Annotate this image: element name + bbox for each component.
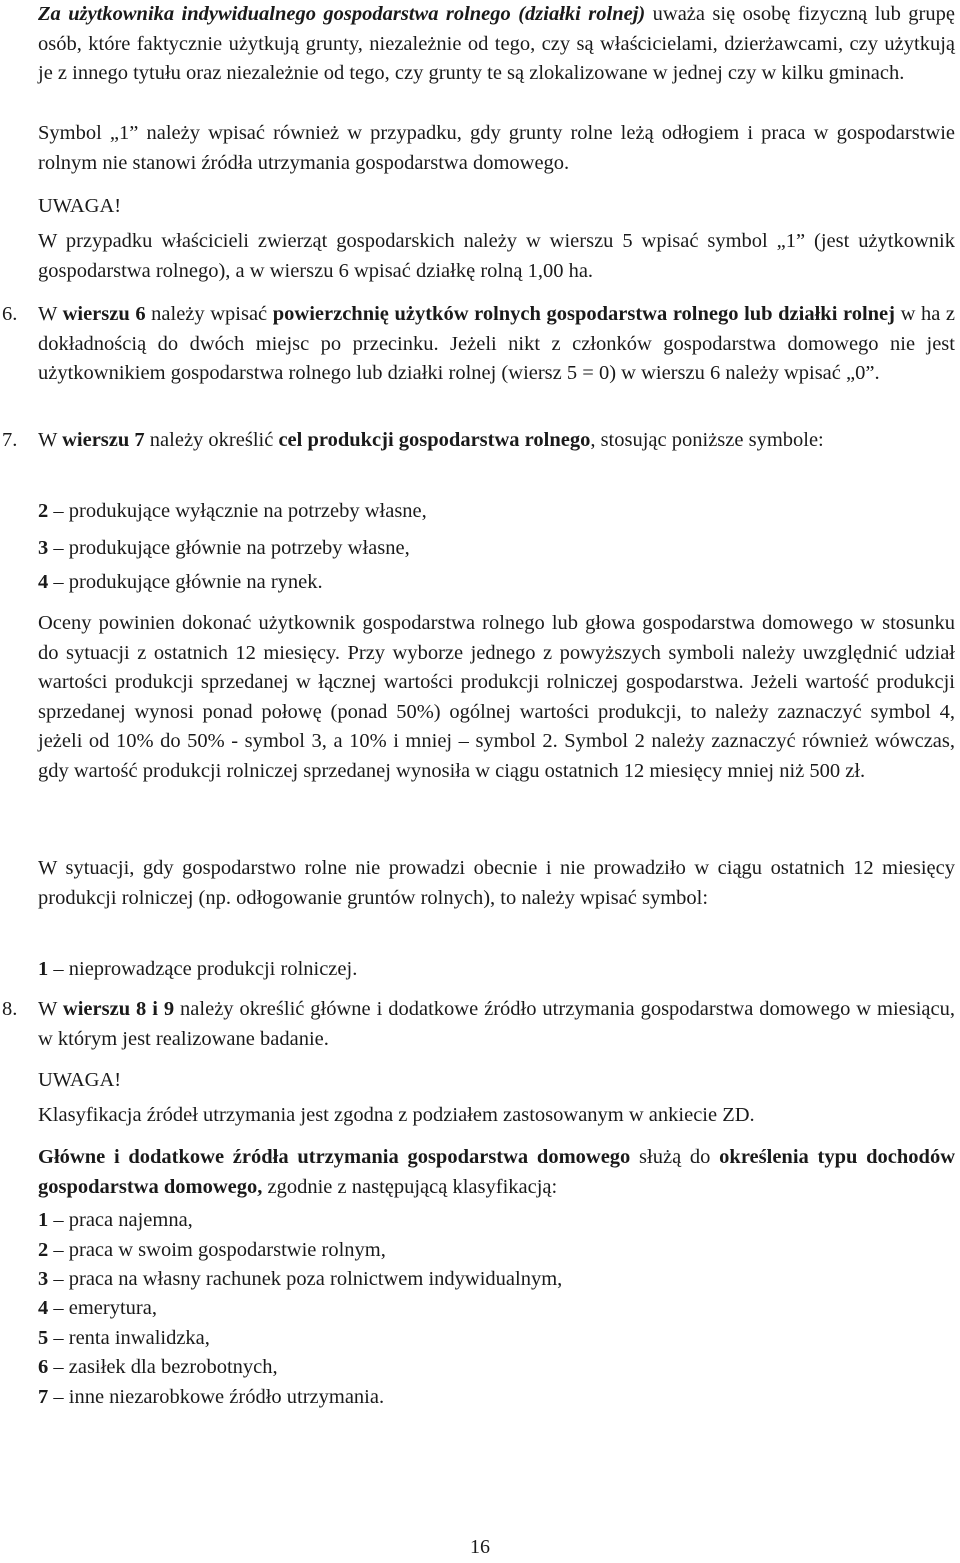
source-text: – praca najemna,	[48, 1209, 193, 1231]
classification-note: Klasyfikacja źródeł utrzymania jest zgodna z podziałem zastosowanym w ankiecie ZD.	[38, 1104, 755, 1126]
source-code: 3	[38, 1268, 49, 1290]
item-7-text: należy określić	[144, 429, 279, 451]
list-item	[38, 1353, 278, 1383]
list-item	[38, 497, 427, 527]
symbol-code: 3	[38, 537, 49, 559]
list-item	[38, 1265, 562, 1295]
item-6-paragraph	[38, 300, 955, 389]
symbol-text: – produkujące głównie na potrzeby własne,	[48, 537, 410, 559]
item-7-text: W	[38, 429, 63, 451]
source-code: 7	[38, 1386, 49, 1408]
income-type-emphasis: określenia typu dochodów gospodarstwa domowego,	[38, 1146, 955, 1198]
source-code: 1	[38, 1209, 49, 1231]
item-7-row-ref: wierszu 7	[62, 429, 145, 451]
symbol-text: – produkujące głównie na rynek.	[48, 571, 323, 593]
list-item	[38, 1206, 193, 1236]
symbol-1-paragraph: Symbol „1” należy wpisać również w przypadku, gdy grunty rolne leżą odłogiem i praca w gospodarstwie rolnym nie stanowi źródła utrzymania gospodarstwa domowego.	[38, 122, 955, 174]
definition-text: uważa się osobę fizyczną lub grupę osób, które faktycznie użytkują grunty, niezależnie od tego, czy są właścicielami, dzierżawcami, czy użytkują je z innego tytułu oraz niezależnie od tego, czy grunty te są zlokalizowane w jednej czy w kilku gminach.	[38, 3, 955, 84]
item-6-row-ref: wierszu 6	[62, 303, 146, 325]
no-production-paragraph: W sytuacji, gdy gospodarstwo rolne nie prowadzi obecnie i nie prowadziło w ciągu ostatnich 12 miesięcy produkcji rolniczej (np. odłogowanie gruntów rolnych), to należy wpisać symbol:	[38, 857, 955, 909]
item-number-8: 8.	[2, 998, 18, 1020]
symbol-code: 4	[38, 571, 49, 593]
income-sources-emphasis: Główne i dodatkowe źródła utrzymania gospodarstwa domowego	[38, 1146, 631, 1168]
item-7-text: , stosując poniższe symbole:	[590, 429, 824, 451]
page-number: 16	[470, 1536, 490, 1558]
assessment-paragraph: Oceny powinien dokonać użytkownik gospodarstwa rolnego lub głowa gospodarstwa domowego w stosunku do sytuacji z ostatnich 12 miesięcy. Przy wyborze jednego z powyższych symboli należy uwzględnić udział wartości produkcji sprzedanej w łącznej wartości produkcji rolniczej gospodarstwa. Jeżeli wartość produkcji sprzedanej wynosi ponad połowę (ponad 50%) ogólnej wartości produkcji, to należy zaznaczyć symbol 4, jeżeli od 10% do 50% - symbol 3, a 10% i mniej – symbol 2. Symbol 2 należy zaznaczyć również wówczas, gdy wartość produkcji rolniczej sprzedanej wynosiła w ciągu ostatnich 12 miesięcy mniej niż 500 zł.	[38, 612, 955, 782]
item-6-text: w ha z dokładnością do dwóch miejsc po przecinku. Jeżeli nikt z członków gospodarstwa domowego nie jest użytkownikiem gospodarstwa rolnego lub działki rolnej (wiersz 5 = 0) w wierszu 6 należy wpisać „0”.	[38, 303, 955, 384]
item-7-paragraph	[38, 426, 955, 456]
source-text: – inne niezarobkowe źródło utrzymania.	[48, 1386, 385, 1408]
income-type-text: służą do	[630, 1146, 720, 1168]
item-8-text: należy określić główne i dodatkowe źródło utrzymania gospodarstwa domowego w miesiącu, w którym jest realizowane badanie.	[38, 998, 955, 1050]
item-8-row-ref: wierszu 8 i 9	[62, 998, 175, 1020]
symbol-text: – produkujące wyłącznie na potrzeby własne,	[48, 500, 427, 522]
source-text: – zasiłek dla bezrobotnych,	[48, 1356, 278, 1378]
warning-heading: UWAGA!	[38, 195, 122, 217]
list-item	[38, 534, 410, 564]
source-text: – praca na własny rachunek poza rolnictwem indywidualnym,	[48, 1268, 563, 1290]
item-8-text: W	[38, 998, 63, 1020]
livestock-owner-paragraph: W przypadku właścicieli zwierząt gospodarskich należy w wierszu 5 wpisać symbol „1” (jest użytkownik gospodarstwa rolnego), a w wierszu 6 wpisać działkę rolną 1,00 ha.	[38, 230, 955, 282]
source-text: – praca w swoim gospodarstwie rolnym,	[48, 1239, 386, 1261]
list-item	[38, 1324, 210, 1354]
definition-term: Za użytkownika indywidualnego gospodarstwa rolnego (działki rolnej)	[38, 3, 646, 25]
source-text: – emerytura,	[48, 1297, 157, 1319]
symbol-code: 1	[38, 958, 49, 980]
list-item	[38, 1294, 157, 1324]
source-code: 4	[38, 1297, 49, 1319]
list-item	[38, 955, 357, 985]
list-item	[38, 568, 323, 598]
item-6-text: W	[38, 303, 63, 325]
income-type-paragraph	[38, 1143, 955, 1202]
income-type-text: zgodnie z następującą klasyfikacją:	[262, 1175, 558, 1198]
source-code: 5	[38, 1327, 49, 1349]
source-code: 6	[38, 1356, 49, 1378]
item-number-7: 7.	[2, 429, 18, 451]
item-7-emphasis: cel produkcji gospodarstwa rolnego	[278, 429, 591, 451]
source-code: 2	[38, 1239, 49, 1261]
definition-paragraph	[38, 0, 955, 89]
warning-heading: UWAGA!	[38, 1069, 122, 1091]
list-item	[38, 1236, 386, 1266]
item-8-paragraph	[38, 995, 955, 1054]
symbol-code: 2	[38, 500, 49, 522]
list-item	[38, 1383, 384, 1413]
source-text: – renta inwalidzka,	[48, 1327, 210, 1349]
item-number-6: 6.	[2, 303, 18, 325]
symbol-text: – nieprowadzące produkcji rolniczej.	[48, 958, 358, 980]
item-6-emphasis: powierzchnię użytków rolnych gospodarstwa rolnego lub działki rolnej	[272, 303, 895, 325]
item-6-text: należy wpisać	[145, 303, 273, 325]
